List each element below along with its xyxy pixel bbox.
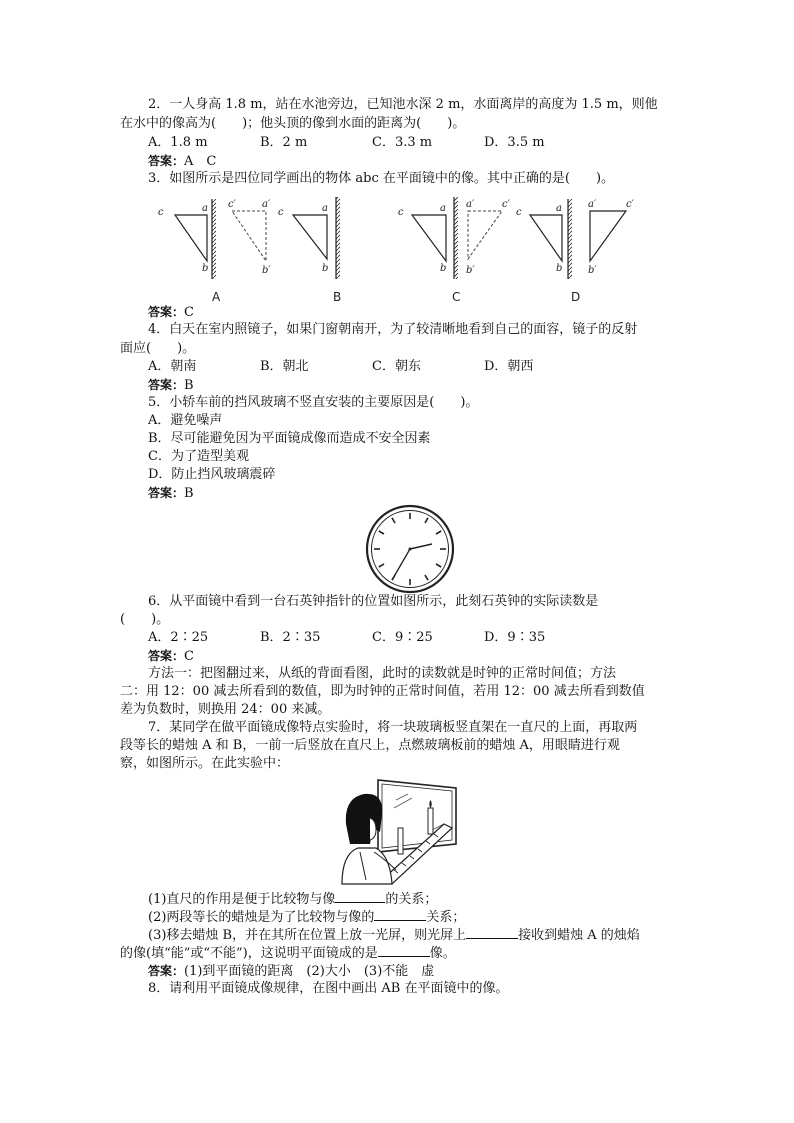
q7-experiment-figure bbox=[336, 774, 466, 886]
figure-b bbox=[278, 197, 340, 279]
svg-text:a: a bbox=[440, 203, 446, 214]
q7-stem-line1: 7．某同学在做平面镜成像特点实验时，将一块玻璃板竖直架在一直尺的上面，再取两 bbox=[148, 720, 638, 735]
q7-blank-3[interactable] bbox=[466, 926, 518, 939]
q3-answer: 答案：C bbox=[148, 305, 194, 320]
svg-text:c′: c′ bbox=[502, 199, 510, 210]
svg-text:b: b bbox=[556, 263, 563, 274]
q6-clock-figure bbox=[362, 502, 458, 596]
figure-c bbox=[398, 197, 511, 279]
q2-option-a: A．1.8 m bbox=[148, 135, 208, 150]
q4-stem-line1: 4．白天在室内照镜子，如果门窗朝南开，为了较清晰地看到自己的面容，镜子的反射 bbox=[148, 322, 638, 337]
label-c: c bbox=[158, 207, 164, 218]
q5-option-a: A．避免噪声 bbox=[148, 413, 223, 428]
q7-sub1: (1)直尺的作用是便于比较物与像 的关系； bbox=[148, 892, 438, 907]
q2-option-c: C．3.3 m bbox=[372, 135, 433, 150]
svg-text:c: c bbox=[398, 207, 404, 218]
q6-option-a: A．2∶25 bbox=[148, 630, 209, 645]
answer-label: 答案： bbox=[148, 154, 185, 168]
svg-text:c: c bbox=[278, 207, 284, 218]
q6-option-d: D．9∶35 bbox=[484, 630, 546, 645]
q5-stem: 5．小轿车前的挡风玻璃不竖直安装的主要原因是( )。 bbox=[148, 395, 479, 410]
figure-d bbox=[516, 199, 635, 279]
q2-answer bbox=[148, 152, 216, 171]
q2-answer-value: A C bbox=[184, 154, 217, 169]
q7-blank-1[interactable] bbox=[335, 890, 385, 903]
q4-stem-line2: 面应( )。 bbox=[120, 341, 196, 356]
svg-text:a′: a′ bbox=[466, 199, 475, 210]
q6-method-line1: 方法一：把图翻过来，从纸的背面看图，此时的读数就是时钟的正常时间值；方法 bbox=[148, 666, 617, 681]
q7-answer-value: (1)到平面镜的距离 (2)大小 (3)不能 虚 bbox=[184, 964, 435, 979]
q2-stem-line1: 2．一人身高 1.8 m，站在水池旁边，已知池水深 2 m，水面离岸的高度为 1.5 m，则他 bbox=[148, 97, 658, 112]
svg-text:a: a bbox=[556, 203, 562, 214]
q3-mirror-figures bbox=[150, 193, 650, 305]
q4-options bbox=[148, 358, 596, 376]
q7-blank-4[interactable] bbox=[378, 944, 430, 957]
q2-options bbox=[148, 134, 596, 152]
q4-answer-value: B bbox=[184, 378, 194, 393]
figure-label-b: B bbox=[333, 290, 342, 304]
label-b: b bbox=[202, 263, 209, 274]
figure-label-a: A bbox=[212, 290, 221, 304]
q7-answer: 答案：(1)到平面镜的距离 (2)大小 (3)不能 虚 bbox=[148, 964, 435, 979]
q6-method-line3: 差为负数时，则换用 24：00 来减。 bbox=[120, 702, 331, 717]
q4-option-a: A．朝南 bbox=[148, 359, 197, 374]
label-a: a bbox=[202, 203, 208, 214]
q6-answer: 答案：C bbox=[148, 649, 194, 664]
svg-text:b: b bbox=[322, 263, 329, 274]
svg-text:c′: c′ bbox=[626, 199, 634, 210]
svg-text:b: b bbox=[440, 263, 447, 274]
q4-option-c: C．朝东 bbox=[372, 359, 421, 374]
q6-stem-line2: ( )。 bbox=[120, 612, 170, 627]
q6-stem-line1: 6．从平面镜中看到一台石英钟指针的位置如图所示，此刻石英钟的实际读数是 bbox=[148, 594, 599, 609]
label-b-img: b′ bbox=[262, 265, 271, 276]
q2-option-d: D．3.5 m bbox=[484, 135, 545, 150]
q7-stem-line2: 段等长的蜡烛 A 和 B，一前一后竖放在直尺上，点燃玻璃板前的蜡烛 A，用眼睛进行观 bbox=[120, 738, 620, 753]
q6-option-b: B．2∶35 bbox=[260, 630, 321, 645]
q7-sub2: (2)两段等长的蜡烛是为了比较物与像的 关系； bbox=[148, 910, 466, 925]
q6-method-line2: 二：用 12：00 减去所看到的数值，即为时钟的正常时间值，若用 12：00 减去所看到数值 bbox=[120, 684, 645, 699]
q2-option-b: B．2 m bbox=[260, 135, 308, 150]
q8-stem: 8．请利用平面镜成像规律，在图中画出 AB 在平面镜中的像。 bbox=[148, 981, 509, 996]
svg-text:a′: a′ bbox=[588, 199, 597, 210]
q4-option-d: D．朝西 bbox=[484, 359, 534, 374]
svg-text:b′: b′ bbox=[466, 265, 475, 276]
label-c-img: c′ bbox=[228, 199, 236, 210]
q4-option-b: B．朝北 bbox=[260, 359, 309, 374]
q5-answer: 答案：B bbox=[148, 486, 194, 501]
figure-label-c: C bbox=[452, 290, 461, 304]
svg-text:c: c bbox=[516, 207, 522, 218]
figure-a bbox=[158, 199, 271, 279]
clock-minute-hand bbox=[392, 549, 410, 580]
q7-blank-2[interactable] bbox=[374, 908, 426, 921]
q5-option-b: B．尽可能避免因为平面镜成像而造成不安全因素 bbox=[148, 431, 431, 446]
q7-stem-line3: 察，如图所示。在此实验中： bbox=[120, 756, 290, 771]
q6-options bbox=[148, 629, 596, 647]
figure-label-d: D bbox=[571, 290, 581, 304]
clock-hour-hand bbox=[410, 544, 432, 549]
svg-text:b′: b′ bbox=[588, 265, 597, 276]
q6-answer-value: C bbox=[184, 649, 194, 664]
q5-answer-value: B bbox=[184, 486, 194, 501]
q4-answer: 答案：B bbox=[148, 378, 194, 393]
q5-option-c: C．为了造型美观 bbox=[148, 449, 249, 464]
q5-option-d: D．防止挡风玻璃震碎 bbox=[148, 467, 276, 482]
svg-text:a: a bbox=[322, 203, 328, 214]
label-a-img: a′ bbox=[262, 199, 271, 210]
q7-sub3-line2: 的像(填“能”或“不能”)，这说明平面镜成的是 像。 bbox=[120, 946, 456, 961]
q3-answer-value: C bbox=[184, 305, 194, 320]
q2-stem-line2: 在水中的像高为( )；他头顶的像到水面的距离为( )。 bbox=[120, 116, 466, 131]
q6-option-c: C．9∶25 bbox=[372, 630, 433, 645]
q3-stem: 3．如图所示是四位同学画出的物体 abc 在平面镜中的像。其中正确的是( )。 bbox=[148, 171, 615, 186]
q7-sub3: (3)移去蜡烛 B，并在其所在位置上放一光屏，则光屏上 接收到蜡烛 A 的烛焰 bbox=[148, 928, 640, 943]
